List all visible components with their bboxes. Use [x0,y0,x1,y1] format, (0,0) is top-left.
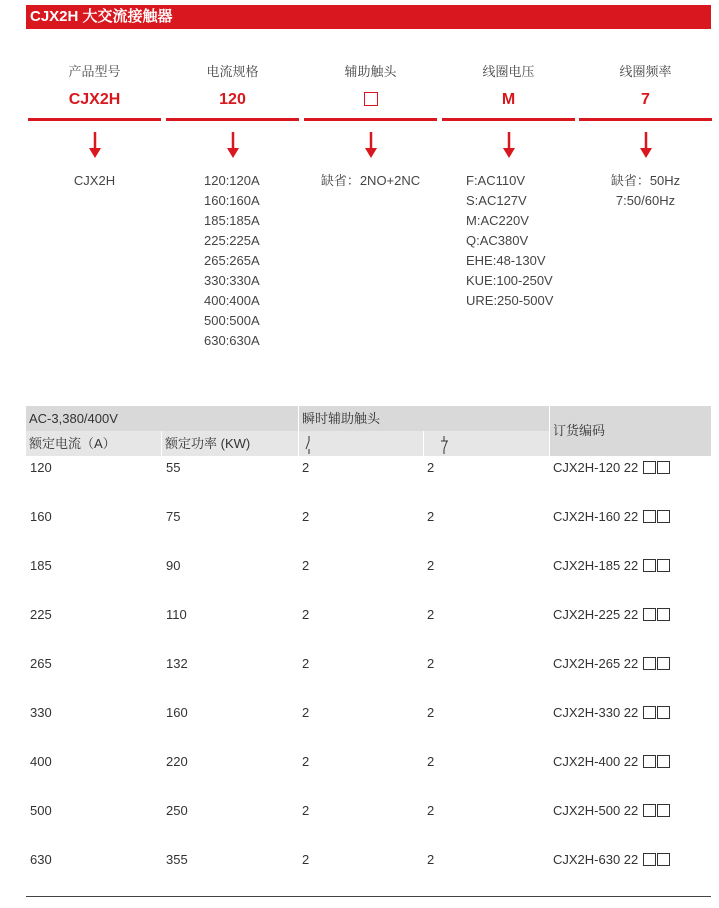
placeholder-box-icon [657,853,670,866]
table-group-aux: 瞬时辅助触头 [299,406,549,431]
placeholder-box-icon [643,657,656,670]
page-title: CJX2H 大交流接触器 [26,5,711,29]
red-underline [442,118,575,121]
order-code: CJX2H-265 22 [553,656,670,671]
red-underline [579,118,712,121]
table-order-header: 订货编码 [550,406,711,456]
arrow-down-icon [365,132,377,158]
no-contact-icon [304,436,314,454]
designation-code: 7 [641,91,650,108]
red-underline [304,118,437,121]
designation-values: 120:120A 160:160A 185:185A 225:225A 265:265A 330:330A 400:400A 500:500A 630:630A [204,173,260,348]
placeholder-box-icon [643,706,656,719]
designation-header: 产品型号 [68,64,121,79]
designation-values: 缺省：2NO+2NC [320,173,421,188]
placeholder-box-icon [643,559,656,572]
placeholder-box-icon [657,510,670,523]
table-row: 120 55 2 2 CJX2H-120 22 [0,460,719,480]
arrow-down-icon [503,132,515,158]
designation-code: 120 [219,91,246,108]
order-code: CJX2H-185 22 [553,558,670,573]
placeholder-box-icon [657,608,670,621]
red-underline [166,118,299,121]
table-col-current: 额定电流（A） [26,431,161,456]
table-row: 265 132 2 2 CJX2H-265 22 [0,656,719,676]
table-col-power: 额定功率 (KW) [162,431,298,456]
order-code: CJX2H-330 22 [553,705,670,720]
order-code: CJX2H-225 22 [553,607,670,622]
designation-values: 缺省：50Hz 7:50/60Hz [610,173,681,208]
order-code: CJX2H-400 22 [553,754,670,769]
placeholder-box-icon [657,461,670,474]
table-row: 500 250 2 2 CJX2H-500 22 [0,803,719,823]
designation-code: CJX2H [68,91,121,108]
order-code: CJX2H-160 22 [553,509,670,524]
table-row: 330 160 2 2 CJX2H-330 22 [0,705,719,725]
designation-header: 线圈电压 [482,64,535,79]
table-row: 185 90 2 2 CJX2H-185 22 [0,558,719,578]
table-row: 225 110 2 2 CJX2H-225 22 [0,607,719,627]
arrow-down-icon [89,132,101,158]
order-code: CJX2H-500 22 [553,803,670,818]
placeholder-box-icon [657,657,670,670]
designation-header: 线圈频率 [619,64,672,79]
nc-contact-icon [439,436,451,454]
designation-values: CJX2H [73,173,116,188]
red-underline [28,118,161,121]
placeholder-box-icon [657,755,670,768]
table-row: 630 355 2 2 CJX2H-630 22 [0,852,719,872]
table-row: 160 75 2 2 CJX2H-160 22 [0,509,719,529]
arrow-down-icon [227,132,239,158]
placeholder-box-icon [364,92,378,106]
placeholder-box-icon [657,706,670,719]
table-row: 400 220 2 2 CJX2H-400 22 [0,754,719,774]
table-col-nc [424,431,549,456]
placeholder-box-icon [643,461,656,474]
placeholder-box-icon [643,510,656,523]
placeholder-box-icon [643,608,656,621]
order-code: CJX2H-120 22 [553,460,670,475]
arrow-down-icon [640,132,652,158]
designation-code: M [501,91,516,108]
placeholder-box-icon [643,804,656,817]
designation-header: 电流规格 [206,64,259,79]
order-code: CJX2H-630 22 [553,852,670,867]
placeholder-box-icon [657,804,670,817]
bottom-divider [26,896,711,897]
placeholder-box-icon [643,755,656,768]
table-col-no [299,431,423,456]
table-group-ac3: AC-3,380/400V [26,406,298,431]
placeholder-box-icon [643,853,656,866]
designation-values: F:AC110V S:AC127V M:AC220V Q:AC380V EHE:48-130V KUE:100-250V URE:250-500V [466,173,554,308]
placeholder-box-icon [657,559,670,572]
designation-header: 辅助触头 [344,64,397,79]
designation-code [304,91,437,109]
